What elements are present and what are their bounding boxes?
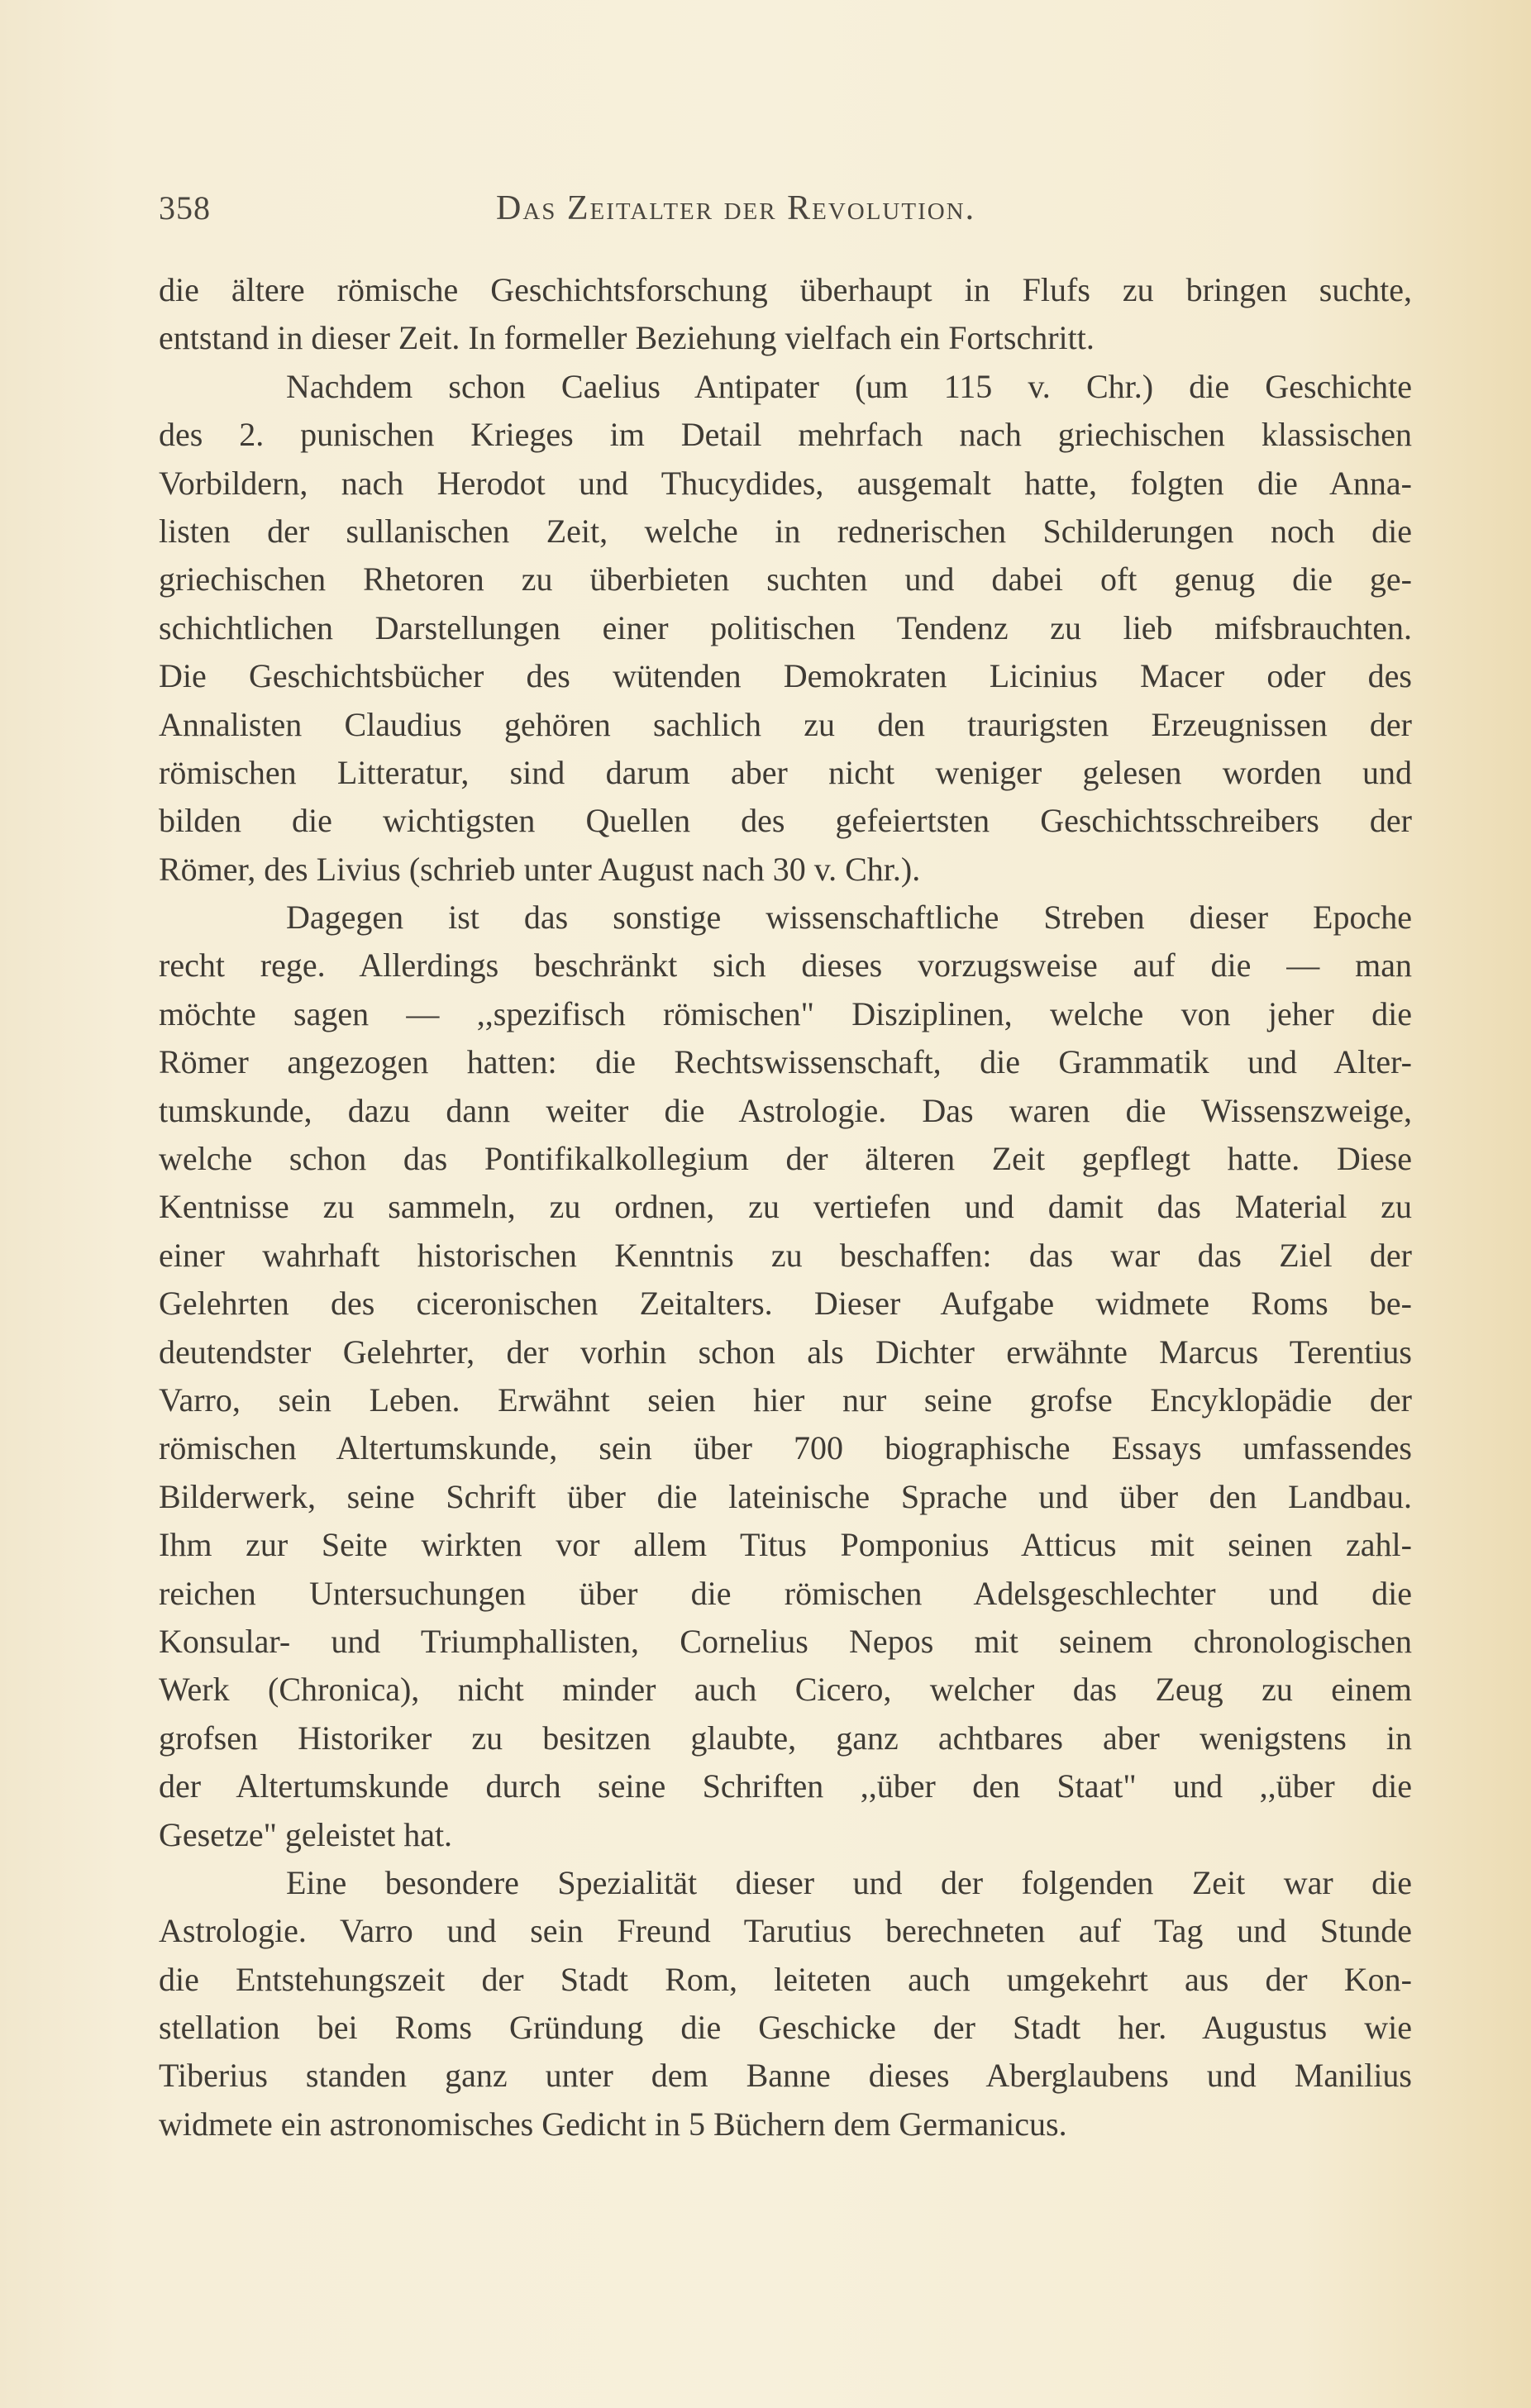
- paragraph-2: [159, 363, 1412, 894]
- text-line: Nachdem schon Caelius Antipater (um 115 v. Chr.) die Geschichte: [286, 367, 1412, 405]
- text-line: reichen Untersuchungen über die römischen Adelsgeschlechter und die: [159, 1574, 1412, 1612]
- text-line: römischen Altertumskunde, sein über 700 biographische Essays umfassendes: [159, 1429, 1412, 1467]
- text-line: griechischen Rhetoren zu überbieten suchten und dabei oft genug die ge-: [159, 560, 1412, 598]
- text-line: Bilderwerk, seine Schrift über die lateinische Sprache und über den Landbau.: [159, 1477, 1412, 1515]
- text-line: Dagegen ist das sonstige wissenschaftliche Streben dieser Epoche: [286, 899, 1412, 937]
- text-line: grofsen Historiker zu besitzen glaubte, ganz achtbares aber wenigstens in: [159, 1719, 1412, 1757]
- body-text: [159, 266, 1412, 2148]
- text-line: deutendster Gelehrter, der vorhin schon als Dichter erwähnte Marcus Terentius: [159, 1333, 1412, 1371]
- text-line: Gelehrten des ciceronischen Zeitalters. Dieser Aufgabe widmete Roms be-: [159, 1285, 1412, 1323]
- text-line: bilden die wichtigsten Quellen des gefeiertsten Geschichtsschreibers der: [159, 802, 1412, 840]
- text-line: listen der sullanischen Zeit, welche in rednerischen Schilderungen noch die: [159, 512, 1412, 550]
- text-line: Römer angezogen hatten: die Rechtswissenschaft, die Grammatik und Alter-: [159, 1043, 1412, 1081]
- text-line: Werk (Chronica), nicht minder auch Cicero, welcher das Zeug zu einem: [159, 1671, 1412, 1709]
- text-line: Kentnisse zu sammeln, zu ordnen, zu vertiefen und damit das Material zu: [159, 1188, 1412, 1226]
- text-line: stellation bei Roms Gründung die Geschicke der Stadt her. Augustus wie: [159, 2009, 1412, 2047]
- page-number: 358: [159, 189, 211, 226]
- text-line: Tiberius standen ganz unter dem Banne dieses Aberglaubens und Manilius: [159, 2057, 1412, 2095]
- text-line: die ältere römische Geschichtsforschung überhaupt in Flufs zu bringen suchte,: [159, 271, 1412, 308]
- text-line: recht rege. Allerdings beschränkt sich dieses vorzugsweise auf die — man: [159, 947, 1412, 985]
- text-line: Römer, des Livius (schrieb unter August nach 30 v. Chr.).: [159, 850, 921, 888]
- text-line: Die Geschichtsbücher des wütenden Demokraten Licinius Macer oder des: [159, 657, 1412, 695]
- text-line: entstand in dieser Zeit. In formeller Beziehung vielfach ein Fortschritt.: [159, 319, 1095, 357]
- text-line: Ihm zur Seite wirkten vor allem Titus Pomponius Atticus mit seinen zahl-: [159, 1526, 1412, 1564]
- paragraph-1: [159, 266, 1412, 363]
- text-line: Konsular- und Triumphallisten, Cornelius Nepos mit seinem chronologischen: [159, 1622, 1412, 1660]
- text-line: schichtlichen Darstellungen einer politischen Tendenz zu lieb mifsbrauchten.: [159, 608, 1412, 646]
- text-line: die Entstehungszeit der Stadt Rom, leiteten auch umgekehrt aus der Kon-: [159, 1960, 1412, 1998]
- running-title: Das Zeitalter der Revolution.: [496, 189, 976, 227]
- text-line: Eine besondere Spezialität dieser und der folgenden Zeit war die: [286, 1863, 1412, 1901]
- page-header: [159, 188, 1412, 246]
- text-line: Astrologie. Varro und sein Freund Tarutius berechneten auf Tag und Stunde: [159, 1912, 1412, 1950]
- text-line: tumskunde, dazu dann weiter die Astrologie. Das waren die Wissenszweige,: [159, 1091, 1412, 1129]
- paragraph-4: [159, 1859, 1412, 2148]
- text-line: einer wahrhaft historischen Kenntnis zu beschaffen: das war das Ziel der: [159, 1236, 1412, 1274]
- text-line: widmete ein astronomisches Gedicht in 5 Büchern dem Germanicus.: [159, 2105, 1067, 2143]
- text-line: Varro, sein Leben. Erwähnt seien hier nur seine grofse Encyklopädie der: [159, 1380, 1412, 1419]
- text-line: möchte sagen — ,,spezifisch römischen" Disziplinen, welche von jeher die: [159, 994, 1412, 1032]
- text-line: römischen Litteratur, sind darum aber nicht weniger gelesen worden und: [159, 753, 1412, 791]
- text-line: des 2. punischen Krieges im Detail mehrfach nach griechischen klassischen: [159, 416, 1412, 454]
- text-line: Annalisten Claudius gehören sachlich zu den traurigsten Erzeugnissen der: [159, 705, 1412, 743]
- text-line: Vorbildern, nach Herodot und Thucydides, ausgemalt hatte, folgten die Anna-: [159, 464, 1412, 502]
- text-line: Gesetze" geleistet hat.: [159, 1815, 453, 1853]
- paragraph-3: [159, 894, 1412, 1859]
- text-line: der Altertumskunde durch seine Schriften ,,über den Staat" und ,,über die: [159, 1767, 1412, 1805]
- text-line: welche schon das Pontifikalkollegium der älteren Zeit gepflegt hatte. Diese: [159, 1140, 1412, 1178]
